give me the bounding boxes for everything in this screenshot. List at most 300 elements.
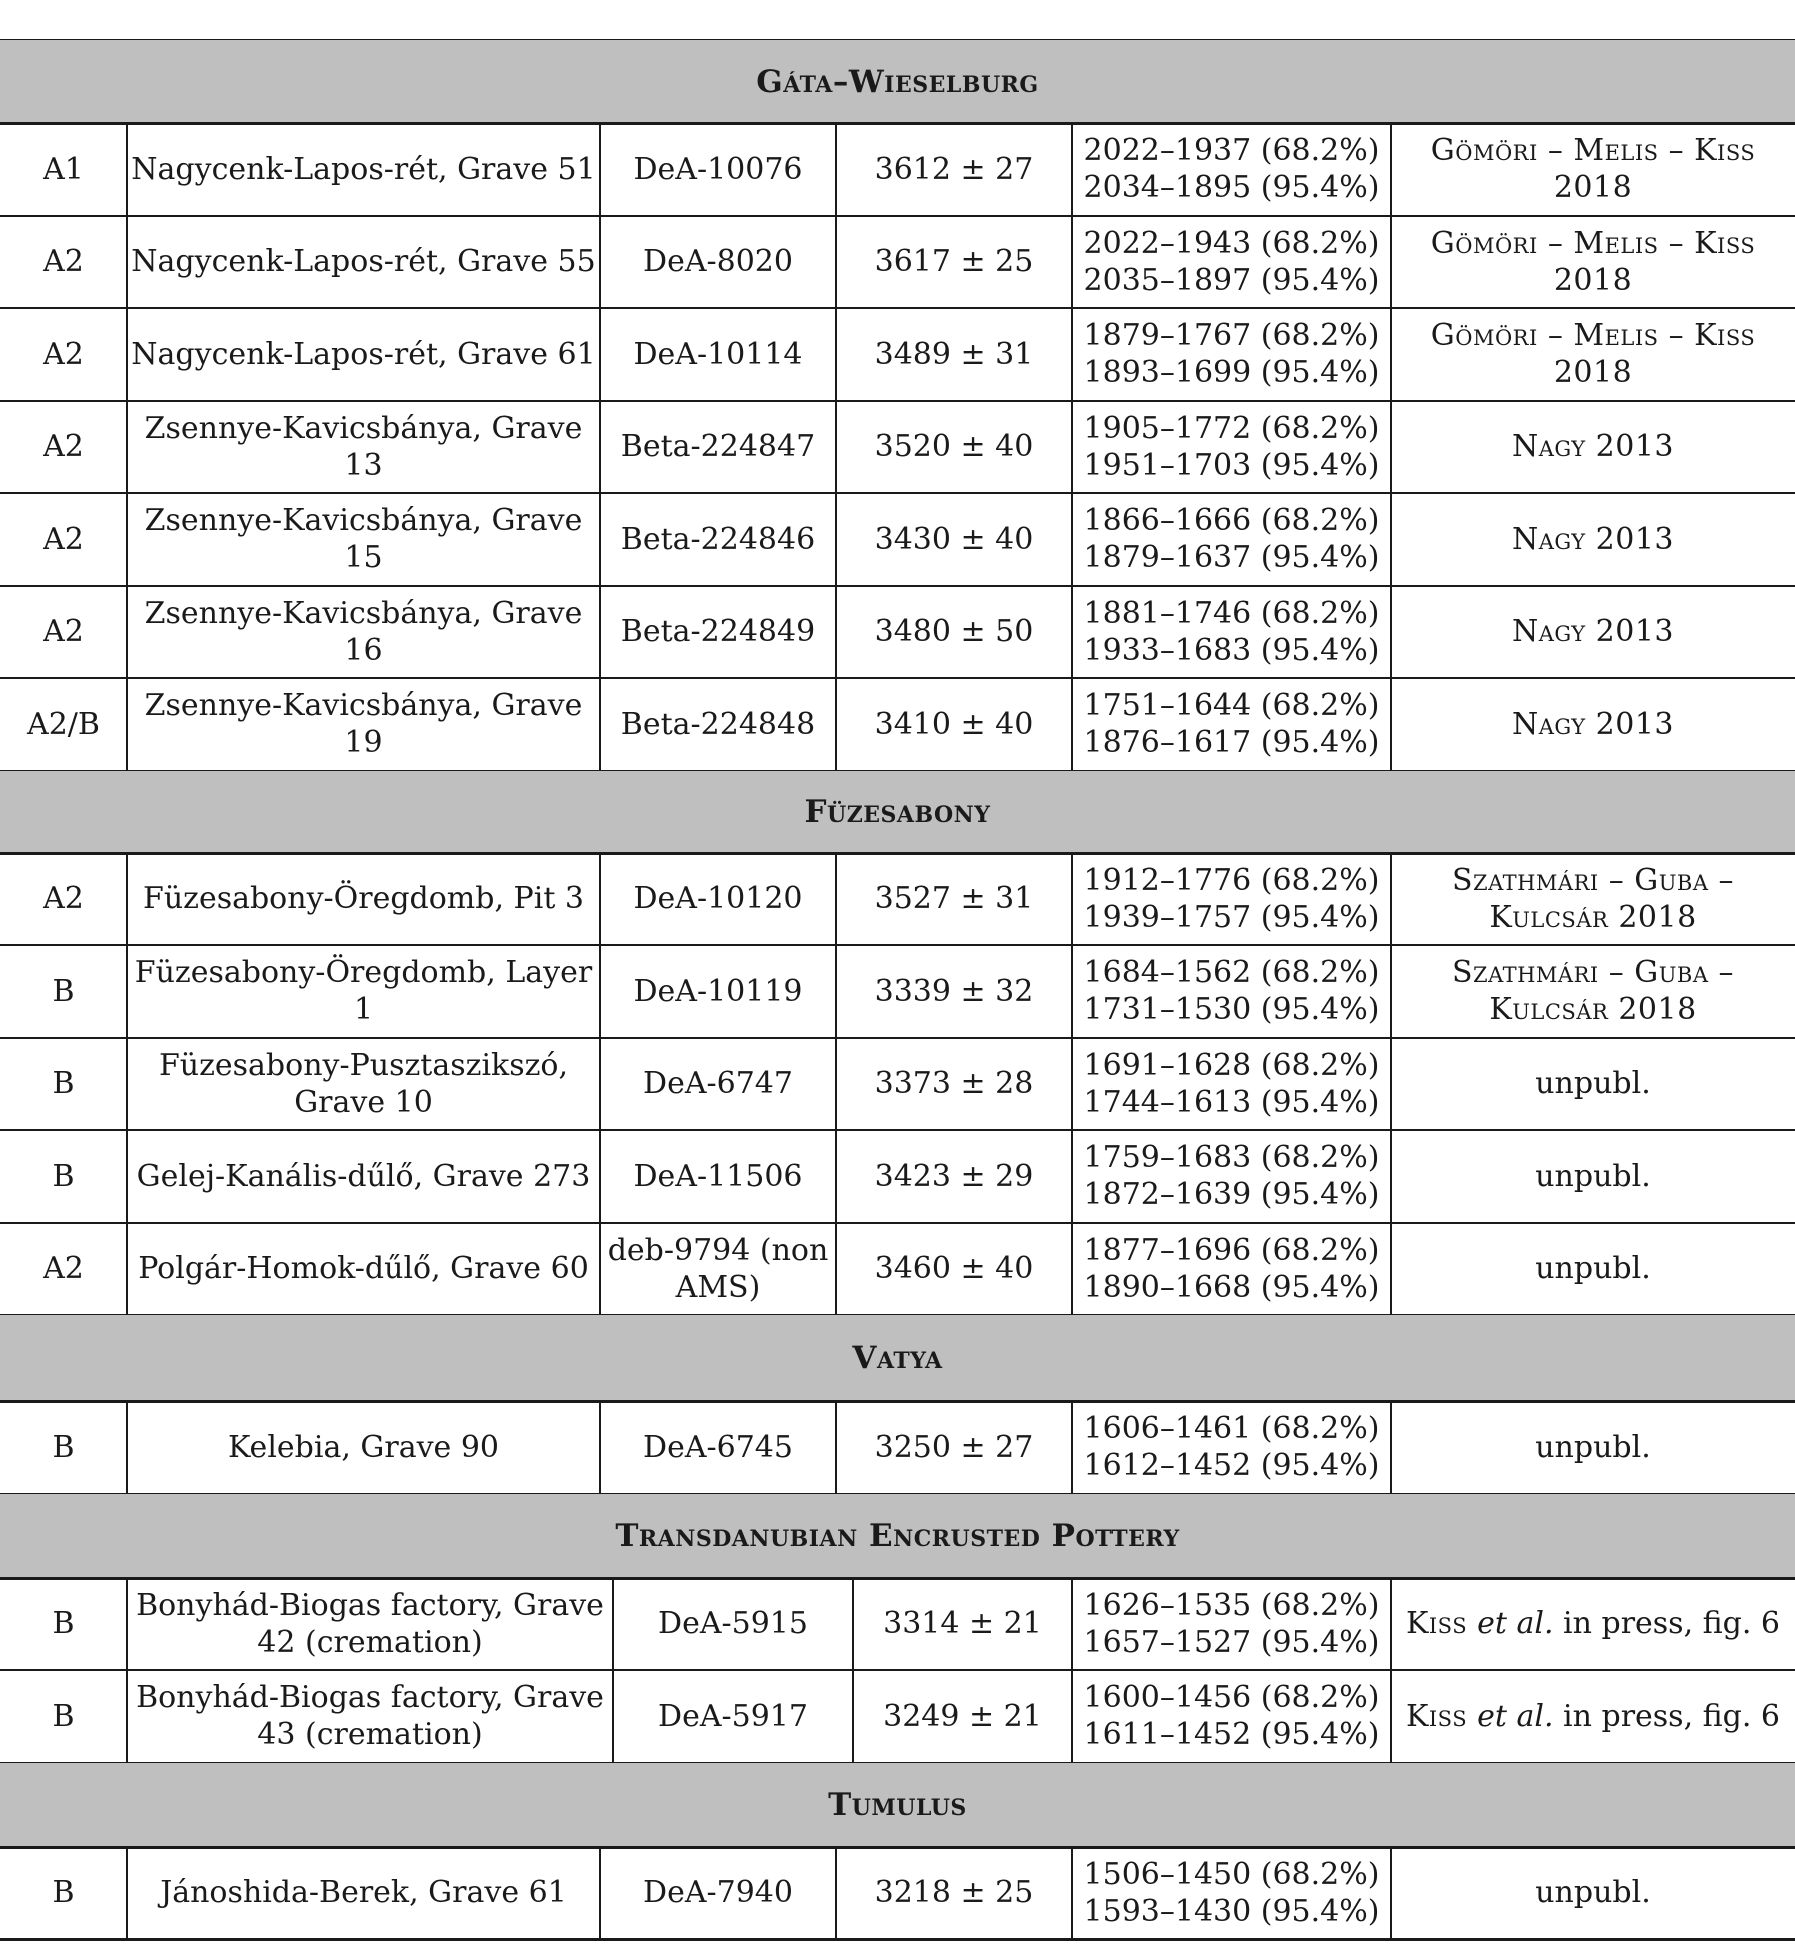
phase-cell (0, 1847, 127, 1940)
phase-text: A2 (43, 521, 84, 557)
cal-bc-cell (1072, 1847, 1391, 1940)
section-title: Gáta–Wieselburg (756, 63, 1039, 100)
reference-cell (1391, 853, 1795, 946)
column-rule (126, 586, 128, 679)
cal-range-95: 1933–1683 (95.4%) (1083, 632, 1380, 668)
reference-cell (1391, 123, 1795, 216)
phase-cell (0, 1038, 127, 1131)
phase-text: A2/B (27, 706, 100, 742)
bp-age-cell (836, 945, 1072, 1038)
bp-age-text: 3249 ± 21 (883, 1698, 1042, 1734)
site-cell (127, 123, 600, 216)
reference-author: Kiss (1405, 1606, 1478, 1642)
column-rule (599, 308, 601, 401)
reference-detail: in press, fig. 6 (1553, 1606, 1781, 1642)
reference-cell (1391, 586, 1795, 679)
lab-code-text: DeA-6747 (643, 1066, 793, 1102)
column-rule (835, 678, 837, 771)
bp-age-text: 3218 ± 25 (874, 1875, 1034, 1911)
column-rule (1071, 1223, 1073, 1316)
lab-code-text: DeA-8020 (643, 244, 793, 280)
cal-range-68: 1881–1746 (68.2%) (1083, 595, 1380, 631)
column-rule (599, 493, 601, 586)
site-text: Gelej-Kanális-dűlő, Grave 273 (136, 1158, 591, 1194)
column-rule (1071, 123, 1073, 216)
cal-bc-cell (1072, 493, 1391, 586)
reference-text: unpubl. (1535, 1429, 1651, 1465)
column-rule (1390, 945, 1392, 1038)
lab-code-text: DeA-11506 (633, 1158, 803, 1194)
lab-code-text: Beta-224847 (620, 429, 816, 465)
column-rule (126, 1401, 128, 1494)
column-rule (852, 1670, 854, 1763)
column-rule (612, 1578, 614, 1671)
column-rule (126, 1847, 128, 1940)
site-cell (127, 308, 600, 401)
section-header (0, 1763, 1795, 1847)
column-rule (1071, 1578, 1073, 1671)
phase-cell (0, 853, 127, 946)
lab-code-cell (600, 1847, 836, 1940)
reference-cell (1391, 401, 1795, 494)
bp-age-cell (836, 1038, 1072, 1131)
column-rule (835, 586, 837, 679)
reference-text: Nagy 2013 (1511, 706, 1675, 742)
cal-bc-cell (1072, 678, 1391, 771)
lab-code-cell (600, 678, 836, 771)
cal-range-95: 1593–1430 (95.4%) (1083, 1893, 1380, 1929)
column-rule (1071, 1847, 1073, 1940)
column-rule (599, 586, 601, 679)
bp-age-text: 3527 ± 31 (874, 881, 1034, 917)
column-rule (599, 853, 601, 946)
column-rule (1390, 216, 1392, 309)
site-cell (127, 678, 600, 771)
column-rule (1071, 308, 1073, 401)
bp-age-text: 3423 ± 29 (874, 1158, 1034, 1194)
phase-text: A2 (43, 614, 84, 650)
reference-cell (1391, 493, 1795, 586)
bp-age-cell (836, 678, 1072, 771)
bp-age-text: 3250 ± 27 (874, 1429, 1034, 1465)
reference-text: Nagy 2013 (1511, 521, 1675, 557)
reference-cell (1391, 1847, 1795, 1940)
site-cell (127, 493, 600, 586)
column-rule (599, 678, 601, 771)
reference-cell (1391, 216, 1795, 309)
column-rule (612, 1670, 614, 1763)
site-cell (127, 1401, 600, 1494)
lab-code-text: DeA-6745 (643, 1429, 793, 1465)
bp-age-cell (836, 401, 1072, 494)
site-cell (127, 1670, 613, 1763)
lab-code-cell (613, 1578, 853, 1671)
reference-text: Nagy 2013 (1511, 614, 1675, 650)
cal-range-95: 1876–1617 (95.4%) (1083, 725, 1380, 761)
column-rule (835, 853, 837, 946)
bp-age-text: 3612 ± 27 (874, 151, 1034, 187)
column-rule (599, 1038, 601, 1131)
column-rule (1390, 308, 1392, 401)
phase-text: B (52, 973, 75, 1009)
column-rule (126, 1670, 128, 1763)
phase-cell (0, 1130, 127, 1223)
column-rule (1390, 586, 1392, 679)
column-rule (835, 216, 837, 309)
column-rule (1071, 1130, 1073, 1223)
reference-etal: et al. (1477, 1606, 1554, 1642)
lab-code-cell (600, 1130, 836, 1223)
lab-code-cell (600, 308, 836, 401)
bp-age-text: 3617 ± 25 (874, 244, 1034, 280)
site-text: Füzesabony-Öregdomb, Pit 3 (143, 881, 584, 917)
column-rule (1071, 853, 1073, 946)
reference-text: unpubl. (1535, 1066, 1651, 1102)
column-rule (1390, 1670, 1392, 1763)
column-rule (599, 1130, 601, 1223)
cal-range-68: 2022–1937 (68.2%) (1083, 133, 1380, 169)
phase-cell (0, 493, 127, 586)
section-title: Tumulus (828, 1786, 967, 1823)
column-rule (126, 853, 128, 946)
cal-bc-cell (1072, 123, 1391, 216)
lab-code-text: Beta-224849 (620, 614, 816, 650)
column-rule (126, 1578, 128, 1671)
lab-code-cell (613, 1670, 853, 1763)
phase-cell (0, 308, 127, 401)
column-rule (1390, 1038, 1392, 1131)
bp-age-cell (836, 1847, 1072, 1940)
lab-code-cell (600, 945, 836, 1038)
lab-code-text: DeA-10119 (633, 973, 803, 1009)
site-cell (127, 1847, 600, 1940)
phase-text: B (52, 1429, 75, 1465)
column-rule (126, 493, 128, 586)
site-text: Zsennye-Kavicsbánya, Grave 16 (144, 595, 583, 668)
cal-range-95: 1657–1527 (95.4%) (1083, 1624, 1380, 1660)
column-rule (599, 123, 601, 216)
site-text: Polgár-Homok-dűlő, Grave 60 (138, 1251, 589, 1287)
column-rule (126, 1038, 128, 1131)
cal-range-95: 1744–1613 (95.4%) (1083, 1084, 1380, 1120)
cal-range-68: 1877–1696 (68.2%) (1083, 1232, 1380, 1268)
phase-text: A2 (43, 881, 84, 917)
reference-text: unpubl. (1535, 1158, 1651, 1194)
site-cell (127, 401, 600, 494)
section-title: Vatya (852, 1340, 943, 1376)
reference-cell (1391, 678, 1795, 771)
bp-age-cell (836, 216, 1072, 309)
cal-range-95: 2034–1895 (95.4%) (1083, 170, 1380, 206)
column-rule (835, 123, 837, 216)
reference-text: Szathmári – Guba – Kulcsár 2018 (1451, 955, 1735, 1028)
bp-age-cell (836, 308, 1072, 401)
column-rule (1071, 586, 1073, 679)
reference-text: Gömöri – Melis – Kiss 2018 (1430, 133, 1756, 206)
column-rule (599, 1223, 601, 1316)
section-header (0, 1315, 1795, 1401)
cal-bc-cell (1072, 1401, 1391, 1494)
lab-code-cell (600, 853, 836, 946)
cal-range-68: 1606–1461 (68.2%) (1083, 1411, 1380, 1447)
phase-text: B (52, 1875, 75, 1911)
lab-code-text: DeA-5917 (658, 1698, 808, 1734)
reference-cell (1391, 945, 1795, 1038)
column-rule (1390, 401, 1392, 494)
column-rule (835, 493, 837, 586)
reference-text (1406, 1605, 1780, 1642)
column-rule (1071, 216, 1073, 309)
site-text: Nagycenk-Lapos-rét, Grave 51 (131, 151, 596, 187)
reference-cell (1391, 1578, 1795, 1671)
bp-age-text: 3480 ± 50 (874, 614, 1034, 650)
phase-text: B (52, 1606, 75, 1642)
phase-text: A2 (43, 244, 84, 280)
lab-code-cell (600, 493, 836, 586)
lab-code-cell (600, 1223, 836, 1316)
lab-code-text: DeA-7940 (643, 1875, 793, 1911)
site-text: Zsennye-Kavicsbánya, Grave 15 (144, 503, 583, 576)
phase-text: A1 (43, 151, 84, 187)
lab-code-text: Beta-224846 (620, 521, 816, 557)
cal-range-68: 1912–1776 (68.2%) (1083, 862, 1380, 898)
reference-text: Nagy 2013 (1511, 429, 1675, 465)
column-rule (1390, 1578, 1392, 1671)
column-rule (126, 1223, 128, 1316)
column-rule (835, 308, 837, 401)
site-text: Nagycenk-Lapos-rét, Grave 61 (131, 336, 596, 372)
column-rule (1390, 1401, 1392, 1494)
bp-age-cell (853, 1670, 1072, 1763)
phase-cell (0, 216, 127, 309)
column-rule (835, 1847, 837, 1940)
bp-age-text: 3460 ± 40 (874, 1251, 1034, 1287)
column-rule (1390, 1223, 1392, 1316)
cal-range-68: 1759–1683 (68.2%) (1083, 1140, 1380, 1176)
column-rule (599, 1401, 601, 1494)
cal-range-68: 1751–1644 (68.2%) (1083, 688, 1380, 724)
column-rule (1390, 1130, 1392, 1223)
reference-detail: in press, fig. 6 (1553, 1698, 1781, 1734)
cal-range-68: 1600–1456 (68.2%) (1083, 1680, 1380, 1716)
site-cell (127, 1038, 600, 1131)
cal-range-68: 1691–1628 (68.2%) (1083, 1047, 1380, 1083)
reference-cell (1391, 1038, 1795, 1131)
lab-code-text: deb-9794 (non AMS) (607, 1232, 829, 1305)
column-rule (1390, 1847, 1392, 1940)
bp-age-text: 3314 ± 21 (883, 1606, 1042, 1642)
phase-cell (0, 401, 127, 494)
lab-code-cell (600, 216, 836, 309)
column-rule (599, 945, 601, 1038)
lab-code-text: DeA-10114 (633, 336, 803, 372)
phase-cell (0, 945, 127, 1038)
column-rule (126, 1130, 128, 1223)
section-header (0, 1494, 1795, 1578)
bp-age-cell (836, 1223, 1072, 1316)
phase-cell (0, 123, 127, 216)
column-rule (1390, 853, 1392, 946)
site-cell (127, 1130, 600, 1223)
bp-age-cell (836, 586, 1072, 679)
reference-text: unpubl. (1535, 1251, 1651, 1287)
cal-bc-cell (1072, 945, 1391, 1038)
column-rule (852, 1578, 854, 1671)
cal-bc-cell (1072, 853, 1391, 946)
reference-cell (1391, 1130, 1795, 1223)
cal-range-68: 1626–1535 (68.2%) (1083, 1587, 1380, 1623)
cal-range-95: 1951–1703 (95.4%) (1083, 447, 1380, 483)
bp-age-text: 3410 ± 40 (874, 706, 1034, 742)
section-header (0, 40, 1795, 123)
lab-code-text: DeA-10076 (633, 151, 803, 187)
reference-cell (1391, 308, 1795, 401)
cal-bc-cell (1072, 401, 1391, 494)
cal-bc-cell (1072, 1130, 1391, 1223)
cal-range-95: 2035–1897 (95.4%) (1083, 262, 1380, 298)
column-rule (835, 1130, 837, 1223)
phase-cell (0, 1670, 127, 1763)
reference-text: Gömöri – Melis – Kiss 2018 (1430, 318, 1756, 391)
site-text: Nagycenk-Lapos-rét, Grave 55 (131, 244, 596, 280)
phase-text: B (52, 1158, 75, 1194)
bp-age-text: 3430 ± 40 (874, 521, 1034, 557)
bp-age-cell (836, 493, 1072, 586)
cal-bc-cell (1072, 1670, 1391, 1763)
cal-range-95: 1890–1668 (95.4%) (1083, 1269, 1380, 1305)
bp-age-cell (836, 123, 1072, 216)
site-text: Kelebia, Grave 90 (227, 1429, 500, 1465)
phase-cell (0, 586, 127, 679)
column-rule (835, 1223, 837, 1316)
cal-range-95: 1611–1452 (95.4%) (1083, 1717, 1380, 1753)
lab-code-cell (600, 1401, 836, 1494)
site-cell (127, 945, 600, 1038)
site-cell (127, 586, 600, 679)
site-cell (127, 216, 600, 309)
bp-age-text: 3339 ± 32 (874, 973, 1034, 1009)
lab-code-cell (600, 586, 836, 679)
reference-text: unpubl. (1535, 1875, 1651, 1911)
phase-cell (0, 1578, 127, 1671)
column-rule (835, 401, 837, 494)
reference-text (1406, 1698, 1780, 1735)
column-rule (126, 945, 128, 1038)
bp-age-text: 3520 ± 40 (874, 429, 1034, 465)
cal-bc-cell (1072, 1223, 1391, 1316)
reference-etal: et al. (1477, 1698, 1554, 1734)
reference-cell (1391, 1223, 1795, 1316)
cal-range-95: 1879–1637 (95.4%) (1083, 540, 1380, 576)
lab-code-cell (600, 123, 836, 216)
cal-range-95: 1731–1530 (95.4%) (1083, 992, 1380, 1028)
cal-range-95: 1872–1639 (95.4%) (1083, 1177, 1380, 1213)
reference-cell (1391, 1401, 1795, 1494)
phase-cell (0, 1401, 127, 1494)
column-rule (599, 1847, 601, 1940)
site-cell (127, 1578, 613, 1671)
reference-text: Gömöri – Melis – Kiss 2018 (1430, 225, 1756, 298)
bp-age-cell (836, 1130, 1072, 1223)
column-rule (126, 123, 128, 216)
section-title: Füzesabony (804, 793, 991, 830)
lab-code-cell (600, 1038, 836, 1131)
column-rule (599, 401, 601, 494)
bp-age-cell (853, 1578, 1072, 1671)
column-rule (1390, 493, 1392, 586)
lab-code-text: DeA-10120 (633, 881, 803, 917)
column-rule (126, 308, 128, 401)
column-rule (1390, 123, 1392, 216)
bp-age-cell (836, 853, 1072, 946)
site-text: Jánoshida-Berek, Grave 61 (160, 1875, 567, 1911)
column-rule (126, 401, 128, 494)
column-rule (835, 1038, 837, 1131)
reference-author: Kiss (1405, 1698, 1478, 1734)
cal-range-68: 1879–1767 (68.2%) (1083, 318, 1380, 354)
phase-text: A2 (43, 429, 84, 465)
site-text: Bonyhád-Biogas factory, Grave 43 (cremation) (136, 1680, 604, 1753)
cal-bc-cell (1072, 216, 1391, 309)
column-rule (1071, 1670, 1073, 1763)
cal-bc-cell (1072, 1578, 1391, 1671)
column-rule (1071, 945, 1073, 1038)
cal-bc-cell (1072, 1038, 1391, 1131)
cal-range-95: 1939–1757 (95.4%) (1083, 899, 1380, 935)
cal-range-68: 1866–1666 (68.2%) (1083, 503, 1380, 539)
phase-text: A2 (43, 1251, 84, 1287)
column-rule (1071, 1038, 1073, 1131)
row-rule (0, 1938, 1795, 1941)
site-text: Zsennye-Kavicsbánya, Grave 13 (144, 410, 583, 483)
site-text: Füzesabony-Öregdomb, Layer 1 (134, 955, 593, 1028)
column-rule (835, 945, 837, 1038)
cal-bc-cell (1072, 586, 1391, 679)
column-rule (126, 216, 128, 309)
cal-range-68: 1905–1772 (68.2%) (1083, 410, 1380, 446)
phase-cell (0, 1223, 127, 1316)
site-text: Bonyhád-Biogas factory, Grave 42 (cremation) (136, 1587, 604, 1660)
phase-cell (0, 678, 127, 771)
column-rule (1071, 401, 1073, 494)
column-rule (1071, 678, 1073, 771)
column-rule (126, 678, 128, 771)
column-rule (835, 1401, 837, 1494)
cal-range-68: 1506–1450 (68.2%) (1083, 1856, 1380, 1892)
cal-range-68: 1684–1562 (68.2%) (1083, 955, 1380, 991)
section-title: Transdanubian Encrusted Pottery (615, 1517, 1180, 1554)
cal-bc-cell (1072, 308, 1391, 401)
column-rule (1071, 493, 1073, 586)
phase-text: A2 (43, 336, 84, 372)
site-cell (127, 1223, 600, 1316)
lab-code-cell (600, 401, 836, 494)
bp-age-text: 3373 ± 28 (874, 1066, 1034, 1102)
cal-range-95: 1612–1452 (95.4%) (1083, 1448, 1380, 1484)
column-rule (599, 216, 601, 309)
lab-code-text: DeA-5915 (658, 1606, 808, 1642)
reference-cell (1391, 1670, 1795, 1763)
site-text: Füzesabony-Pusztaszikszó, Grave 10 (158, 1047, 569, 1120)
section-header (0, 771, 1795, 853)
site-text: Zsennye-Kavicsbánya, Grave 19 (144, 688, 583, 761)
lab-code-text: Beta-224848 (620, 706, 816, 742)
phase-text: B (52, 1698, 75, 1734)
reference-text: Szathmári – Guba – Kulcsár 2018 (1451, 862, 1735, 935)
bp-age-text: 3489 ± 31 (874, 336, 1034, 372)
column-rule (1390, 678, 1392, 771)
site-cell (127, 853, 600, 946)
